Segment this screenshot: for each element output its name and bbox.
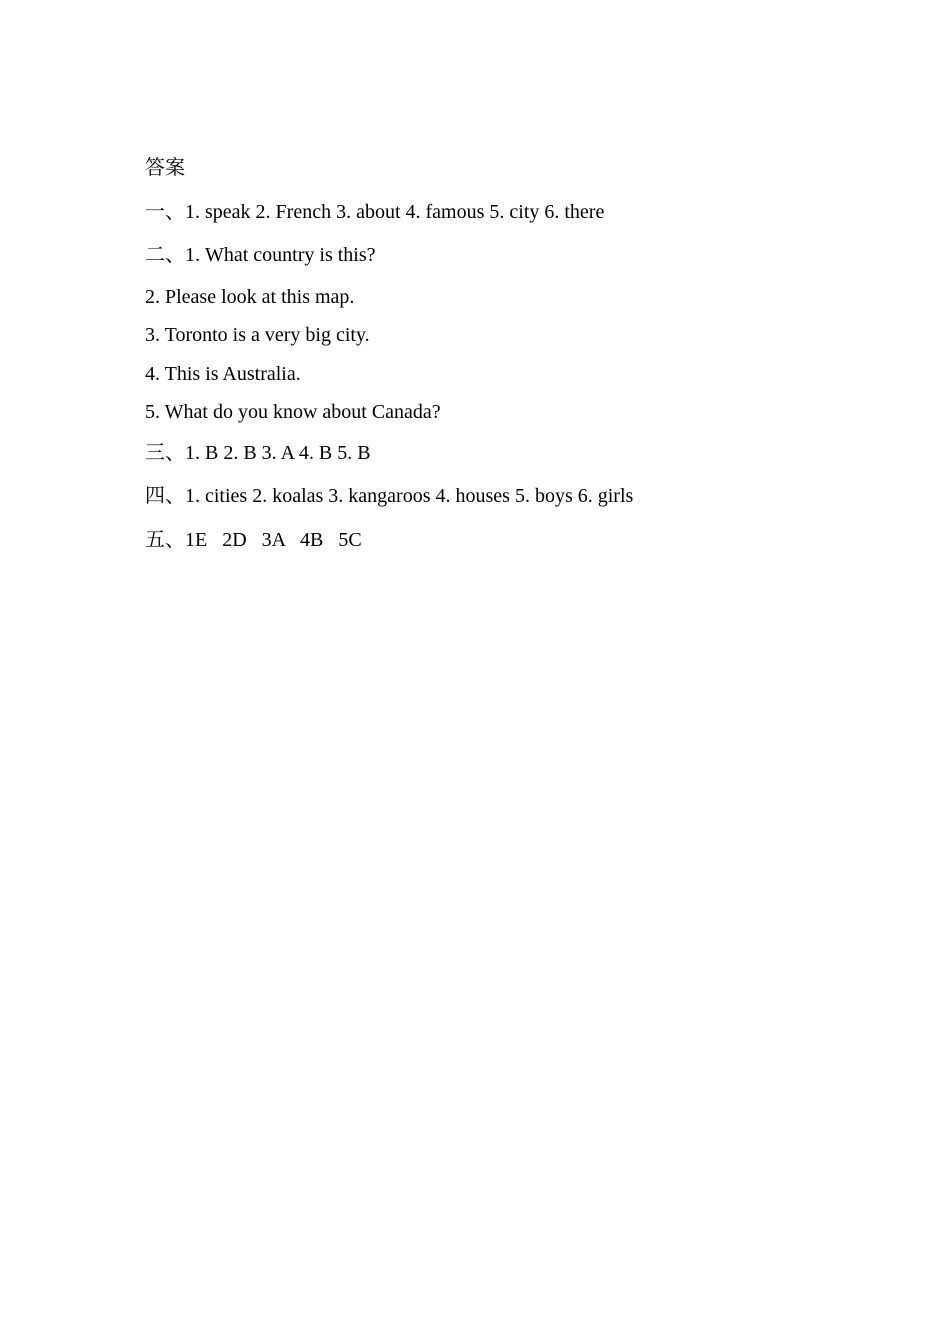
answer-section-2-item-1: 二、1. What country is this? <box>145 244 376 266</box>
answer-section-2-item-2: 2. Please look at this map. <box>145 286 355 308</box>
answer-section-4: 四、1. cities 2. koalas 3. kangaroos 4. houses 5. boys 6. girls <box>145 485 634 507</box>
answer-section-3: 三、1. B 2. B 3. A 4. B 5. B <box>145 442 371 464</box>
answer-section-5: 五、1E 2D 3A 4B 5C <box>145 529 362 551</box>
answer-section-2-item-4: 4. This is Australia. <box>145 363 301 385</box>
answer-section-2-item-5: 5. What do you know about Canada? <box>145 401 441 423</box>
answer-section-2-item-3: 3. Toronto is a very big city. <box>145 324 370 346</box>
answer-section-1: 一、1. speak 2. French 3. about 4. famous 5. city 6. there <box>145 201 605 223</box>
answer-title: 答案 <box>145 157 185 179</box>
